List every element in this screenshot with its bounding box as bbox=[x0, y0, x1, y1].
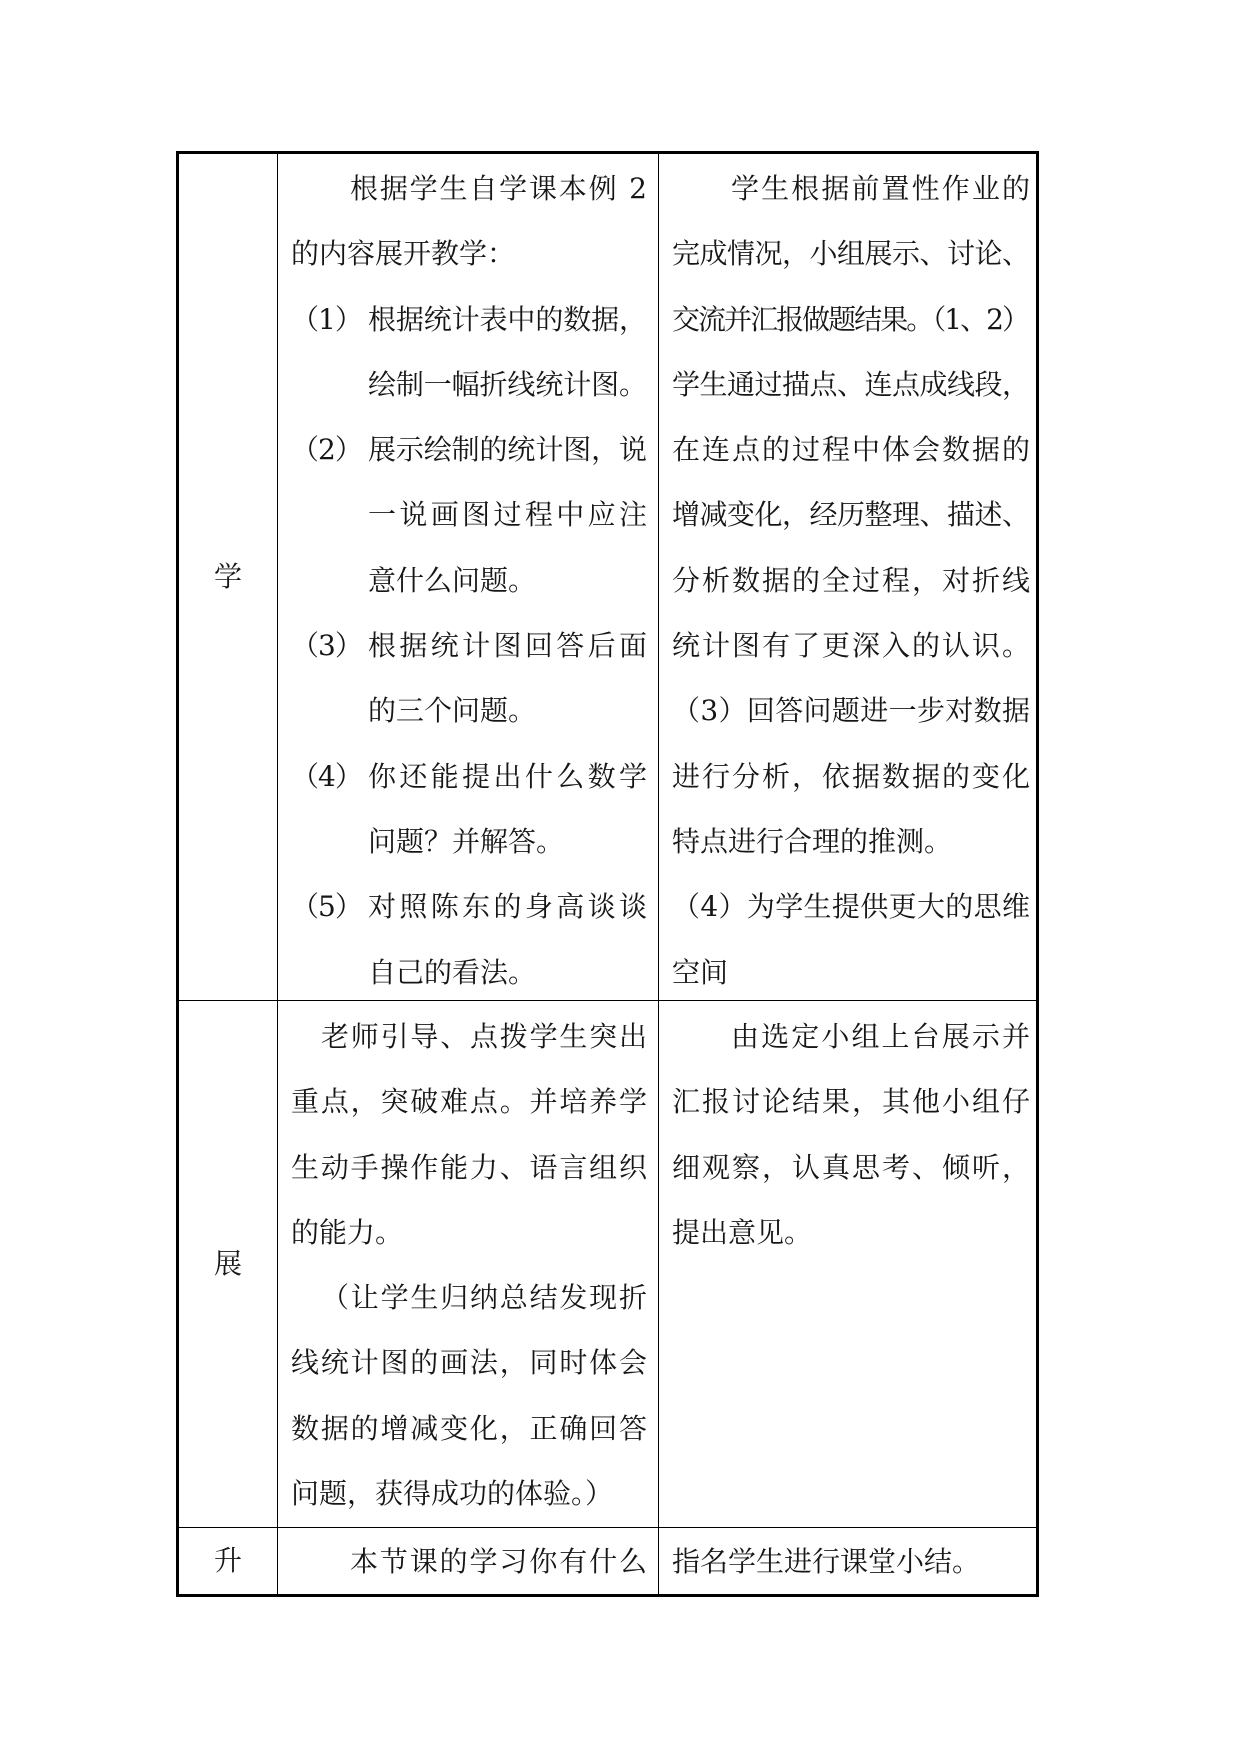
teacher-line bbox=[291, 1461, 647, 1526]
list-item-continuation bbox=[291, 809, 647, 874]
teacher-line bbox=[291, 1396, 647, 1461]
student-line-text: 空间 bbox=[672, 955, 729, 989]
teacher-line-text: 重点，突破难点。并培养学 bbox=[291, 1085, 649, 1119]
teacher-line-text: 数据的增减变化，正确回答 bbox=[291, 1411, 649, 1445]
student-line-text: 学生通过描点、连点成线段， bbox=[672, 367, 1030, 401]
student-line bbox=[672, 1004, 1033, 1069]
student-line-text: 指名学生进行课堂小结。 bbox=[672, 1545, 981, 1578]
teacher-line bbox=[291, 156, 647, 221]
student-line-text: 由选定小组上台展示并 bbox=[731, 1020, 1033, 1053]
list-item-marker: （2） bbox=[291, 433, 362, 467]
student-line-text: 进行分析，依据数据的变化 bbox=[672, 759, 1032, 793]
student-line bbox=[672, 1135, 1030, 1200]
student-line-text: 统计图有了更深入的认识。 bbox=[672, 629, 1032, 663]
student-line bbox=[672, 156, 1033, 221]
list-item-text: 的三个问题。 bbox=[368, 694, 537, 728]
student-line-text: 完成情况，小组展示、讨论、 bbox=[672, 237, 1030, 271]
stage-label: 展 bbox=[213, 1247, 242, 1280]
teacher-line bbox=[291, 1330, 647, 1395]
student-activity-cell bbox=[659, 1001, 1036, 1528]
list-item bbox=[291, 417, 647, 482]
student-line-text: 交流并汇报做题结果。（1、2） bbox=[672, 302, 1029, 336]
stage-label: 升 bbox=[213, 1544, 242, 1577]
teacher-line bbox=[291, 1135, 647, 1200]
teacher-line-text: 线统计图的画法，同时体会 bbox=[291, 1346, 649, 1380]
student-line-text: 细观察，认真思考、倾听， bbox=[672, 1150, 1032, 1184]
teacher-activity-cell bbox=[278, 154, 659, 1001]
student-line-text: 学生根据前置性作业的 bbox=[731, 172, 1033, 205]
list-item-text: 问题？并解答。 bbox=[368, 824, 565, 858]
lesson-table bbox=[176, 151, 1039, 1597]
list-item bbox=[291, 613, 651, 678]
teacher-line bbox=[291, 221, 647, 286]
teacher-line-text: 问题，获得成功的体验。） bbox=[291, 1477, 614, 1511]
student-line-text: （4）为学生提供更大的思维 bbox=[672, 890, 1031, 924]
list-item bbox=[291, 287, 647, 352]
student-line bbox=[672, 678, 1030, 743]
teacher-line bbox=[291, 1265, 647, 1330]
teacher-line-text: 的能力。 bbox=[291, 1215, 404, 1249]
student-line bbox=[672, 809, 1030, 874]
list-item-continuation bbox=[291, 548, 647, 613]
teacher-line-text: （让学生归纳总结发现折 bbox=[321, 1281, 649, 1315]
student-line-text: 增减变化，经历整理、描述、 bbox=[672, 498, 1030, 532]
student-line-text: 提出意见。 bbox=[672, 1215, 813, 1249]
list-item-text: 自己的看法。 bbox=[368, 955, 537, 989]
teacher-line-text: 的内容展开教学： bbox=[291, 237, 516, 271]
student-line bbox=[672, 352, 1030, 417]
teacher-line bbox=[291, 1531, 647, 1593]
student-line bbox=[672, 874, 1030, 939]
list-item-text: 意什么问题。 bbox=[368, 563, 537, 597]
list-item-marker: （4） bbox=[291, 759, 362, 793]
list-item bbox=[291, 744, 651, 809]
student-line bbox=[672, 613, 1030, 678]
list-item-text: 绘制一幅折线统计图。 bbox=[368, 367, 647, 401]
teacher-line bbox=[291, 1200, 647, 1265]
teacher-line-text: 本节课的学习你有什么 bbox=[350, 1545, 649, 1578]
student-line-text: 汇报讨论结果，其他小组仔 bbox=[672, 1085, 1032, 1119]
student-line bbox=[672, 1069, 1030, 1134]
list-item-text: 对照陈东的身高谈谈 bbox=[368, 890, 651, 924]
student-line bbox=[672, 1200, 1030, 1265]
student-line bbox=[672, 940, 1030, 1001]
teacher-line bbox=[291, 1004, 647, 1069]
teacher-line bbox=[291, 1069, 647, 1134]
list-item-continuation bbox=[291, 678, 647, 743]
teacher-line-text: 根据学生自学课本例 2 bbox=[350, 172, 649, 205]
student-line-text: 分析数据的全过程，对折线 bbox=[672, 563, 1032, 597]
student-line-text: 在连点的过程中体会数据的 bbox=[672, 433, 1032, 467]
list-item-text: 你还能提出什么数学 bbox=[368, 759, 651, 793]
student-line bbox=[672, 417, 1030, 482]
student-line bbox=[672, 287, 1030, 352]
stage-cell bbox=[179, 1528, 278, 1594]
student-activity-cell bbox=[659, 1528, 1036, 1594]
student-line-text: 特点进行合理的推测。 bbox=[672, 824, 953, 858]
list-item-text: 根据统计图回答后面 bbox=[368, 629, 651, 663]
list-item-continuation bbox=[291, 940, 647, 1001]
list-item bbox=[291, 874, 651, 939]
list-item-text: 一说画图过程中应注 bbox=[368, 498, 651, 532]
teacher-activity-cell bbox=[278, 1528, 659, 1594]
stage-label: 学 bbox=[213, 560, 242, 593]
teacher-activity-cell bbox=[278, 1001, 659, 1528]
stage-cell bbox=[179, 154, 278, 1001]
list-item-marker: （5） bbox=[291, 890, 362, 924]
stage-cell bbox=[179, 1001, 278, 1528]
list-item-continuation bbox=[291, 482, 651, 547]
teacher-line-text: 生动手操作能力、语言组织 bbox=[291, 1150, 649, 1184]
student-line bbox=[672, 548, 1030, 613]
student-line bbox=[672, 482, 1030, 547]
list-item-continuation bbox=[291, 352, 647, 417]
student-line bbox=[672, 221, 1030, 286]
student-activity-cell bbox=[659, 154, 1036, 1001]
student-line bbox=[672, 1531, 1030, 1593]
list-item-marker: （3） bbox=[291, 629, 362, 663]
student-line bbox=[672, 744, 1030, 809]
teacher-line-text: 老师引导、点拨学生突出 bbox=[321, 1020, 649, 1053]
list-item-text: 根据统计表中的数据， bbox=[368, 302, 647, 336]
list-item-marker: （1） bbox=[291, 302, 362, 336]
list-item-text: 展示绘制的统计图，说 bbox=[368, 433, 647, 467]
student-line-text: （3）回答问题进一步对数据 bbox=[672, 694, 1031, 728]
